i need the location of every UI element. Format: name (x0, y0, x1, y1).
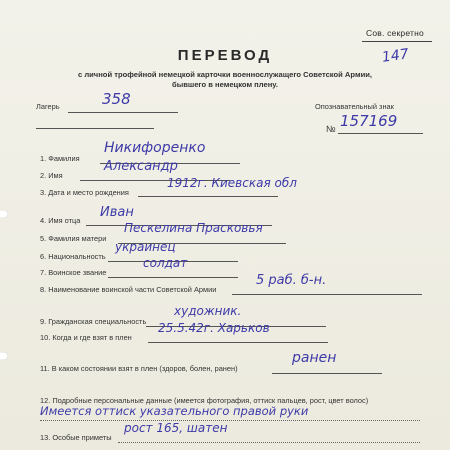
field-line (272, 373, 382, 374)
field-label: 8. Наименование воинской части Советской Армии (40, 285, 217, 294)
field-value: Александр (104, 159, 178, 174)
field-line (118, 442, 420, 443)
field-label: 5. Фамилия матери (40, 234, 107, 243)
field-value: украинец (115, 240, 176, 254)
handwritten-file-number: 147 (381, 46, 410, 66)
field-value: 5 раб. б-н. (256, 273, 327, 288)
field-label: 11. В каком состоянии взят в плен (здоров, болен, ранен) (40, 364, 238, 373)
document-title: ПЕРЕВОД (177, 47, 273, 64)
camp-label: Лагерь (36, 102, 60, 111)
field-label: 7. Воинское звание (40, 268, 107, 277)
camp-line (68, 112, 178, 113)
field-line (232, 294, 422, 295)
subtitle-line: с личной трофейной немецкой карточки военнослужащего Советской Армии, (77, 70, 373, 79)
field-label: 12. Подробные персональные данные (имеется фотография, оттиск пальцев, рост, цвет волос) (40, 396, 369, 405)
field-value: 25.5.42г. Харьков (158, 321, 270, 335)
field-value: Иван (100, 205, 134, 220)
camp-value: 358 (102, 90, 131, 108)
tag-value: 157169 (340, 112, 398, 130)
field-label: 2. Имя (40, 171, 63, 180)
field-label: 4. Имя отца (40, 216, 81, 225)
divider (36, 128, 154, 129)
field-value: Имеется оттиск указательного правой руки (40, 404, 309, 418)
divider (362, 41, 432, 42)
field-value: солдат (143, 256, 188, 270)
tag-prefix: № (326, 124, 336, 134)
field-value: художник. (174, 304, 242, 318)
field-label: 9. Гражданская специальность (40, 317, 147, 326)
subtitle-line: бывшего в немецком плену. (172, 79, 278, 89)
field-label: 3. Дата и место рождения (40, 188, 129, 197)
document-subtitle (60, 70, 390, 89)
field-value: Пескелина Прасковья (124, 221, 263, 235)
field-line (148, 342, 328, 343)
punch-hole (0, 210, 8, 218)
field-value: рост 165, шатен (124, 421, 228, 435)
field-line (40, 420, 420, 421)
secret-stamp: Сов. секретно (366, 28, 424, 38)
field-line (138, 196, 278, 197)
punch-hole (0, 352, 8, 360)
field-label: 1. Фамилия (40, 154, 80, 163)
field-value: Никифоренко (104, 140, 206, 156)
field-line (108, 277, 238, 278)
field-label: 13. Особые приметы (40, 433, 112, 442)
field-label: 6. Национальность (40, 252, 106, 261)
field-label: 10. Когда и где взят в плен (40, 333, 132, 342)
tag-label: Опознавательный знак (315, 102, 394, 111)
tag-line (338, 133, 423, 134)
field-value: ранен (292, 350, 337, 366)
field-value: 1912г. Киевская обл (167, 176, 297, 190)
